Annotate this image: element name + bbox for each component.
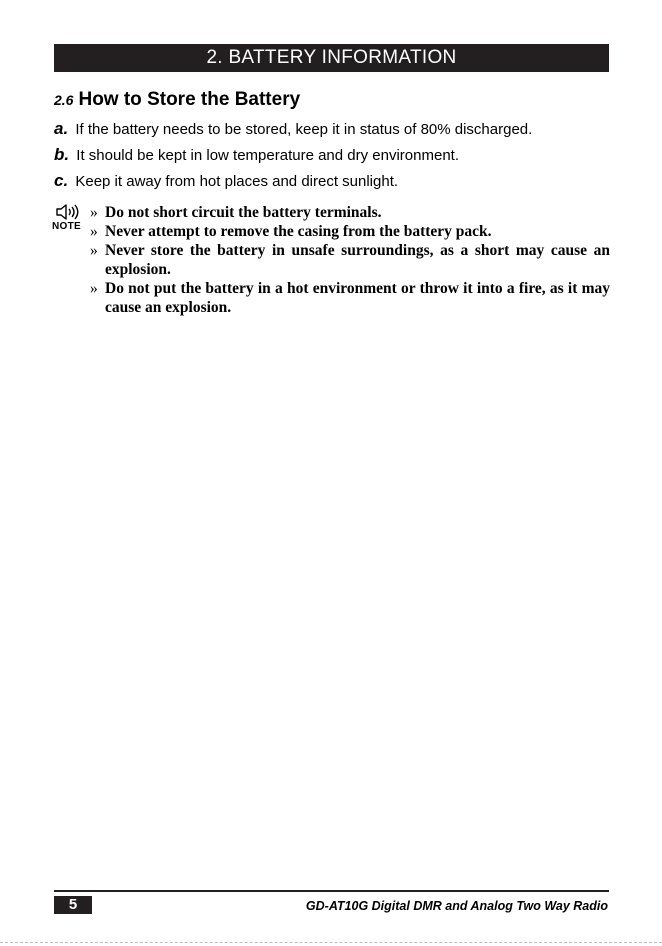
step-text: It should be kept in low temperature and dry environment. — [76, 147, 459, 164]
note-text: Do not short circuit the battery terminals. — [105, 204, 382, 221]
step-letter: c. — [54, 171, 69, 190]
storage-steps-list — [54, 116, 614, 194]
note-marker: » — [90, 242, 98, 259]
section-title-bar — [54, 44, 609, 72]
note-label: NOTE — [52, 221, 81, 232]
note-marker: » — [90, 280, 98, 297]
note-marker: » — [90, 223, 98, 240]
step-letter: b. — [54, 145, 70, 164]
step-text: If the battery needs to be stored, keep it in status of 80% discharged. — [75, 121, 533, 138]
note-text: Never attempt to remove the casing from the battery pack. — [105, 223, 492, 240]
page-edge-rule — [0, 942, 662, 943]
step-letter: a. — [54, 119, 69, 138]
note-marker: » — [90, 204, 98, 221]
speaker-icon — [55, 203, 83, 221]
note-list — [90, 203, 610, 317]
section-title: 2. BATTERY INFORMATION — [206, 47, 457, 68]
step-item-c — [54, 168, 614, 194]
footer-divider — [54, 890, 609, 892]
subsection-number: 2.6 — [54, 92, 74, 108]
footer-product-title: GD-AT10G Digital DMR and Analog Two Way Radio — [305, 899, 608, 913]
note-item — [90, 222, 610, 241]
page-number: 5 — [68, 896, 78, 913]
page-number-badge — [54, 896, 92, 914]
note-item — [90, 241, 610, 279]
note-item — [90, 203, 610, 222]
step-item-a — [54, 116, 614, 142]
subsection-title: How to Store the Battery — [78, 89, 301, 110]
note-text: Never store the battery in unsafe surroundings, as a short may cause an explosion. — [105, 242, 610, 278]
subsection-heading — [54, 88, 300, 112]
note-icon-group — [52, 203, 88, 233]
step-item-b — [54, 142, 614, 168]
step-text: Keep it away from hot places and direct sunlight. — [75, 173, 399, 190]
note-item — [90, 279, 610, 317]
note-text: Do not put the battery in a hot environment or throw it into a fire, as it may cause an explosion. — [105, 280, 610, 316]
